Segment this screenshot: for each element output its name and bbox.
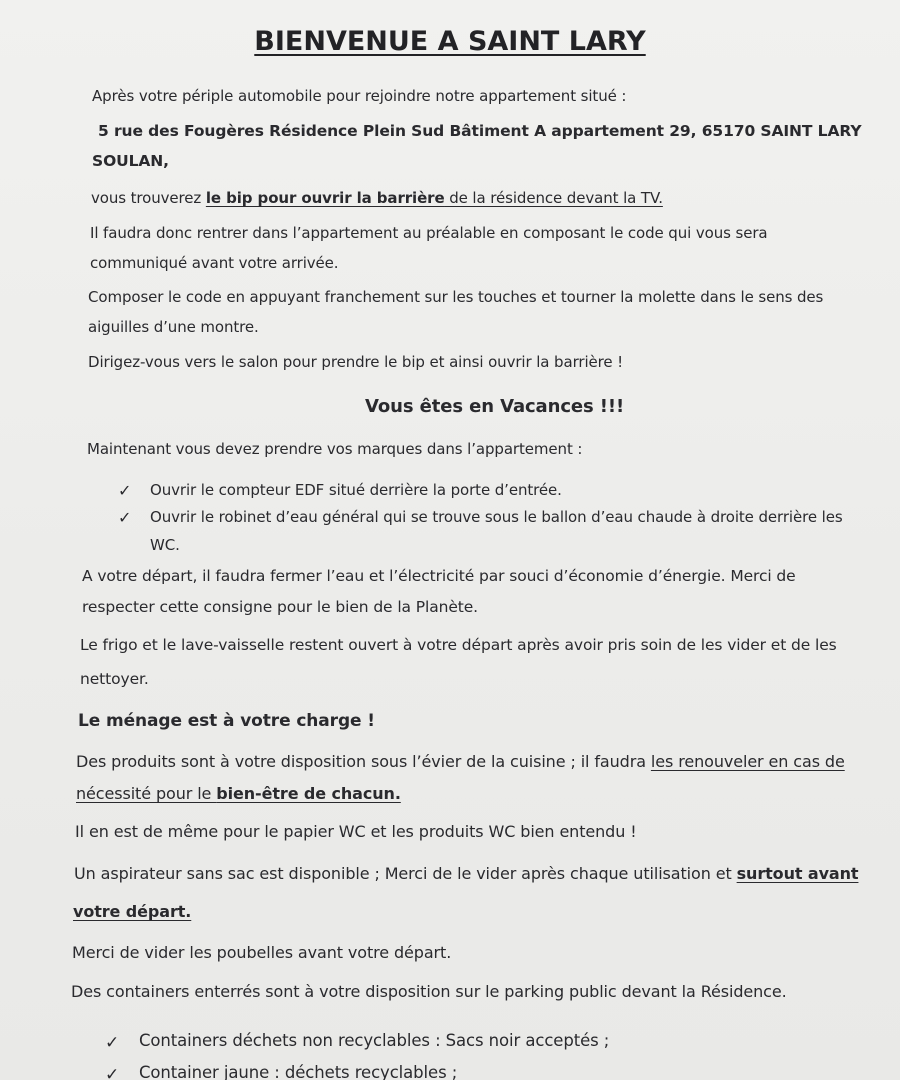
checklist-item-1: Ouvrir le compteur EDF situé derrière la porte d’entrée. [150,481,562,499]
container-item-1: Containers déchets non recyclables : Sacs noir acceptés ; [139,1031,610,1050]
papier-text: Il en est de même pour le papier WC et les produits WC bien entendu ! [75,822,637,841]
produits-line-2 [76,784,401,803]
produits-line-1 [76,752,845,771]
bip-paragraph [91,189,663,207]
aspirateur-line-1 [74,864,858,883]
depart-paragraph-line-2: respecter cette consigne pour le bien de la Planète. [82,598,478,616]
code-paragraph-line-2: communiqué avant votre arrivée. [90,254,339,272]
salon-text: Dirigez-vous vers le salon pour prendre le bip et ainsi ouvrir la barrière ! [88,353,624,371]
check-icon: ✓ [105,1033,120,1053]
bip-highlight: le bip pour ouvrir la barrière [205,189,445,207]
check-icon: ✓ [118,508,132,527]
aspirateur-line-2: votre départ. [73,902,192,921]
vacances-heading: Vous êtes en Vacances !!! [365,396,625,417]
aspirateur-bold: surtout avant [736,864,859,883]
container-item-2: Container jaune : déchets recyclables ; [139,1063,458,1080]
produits-underlined: les renouveler en cas de [650,752,845,771]
aspirateur-plain: Un aspirateur sans sac est disponible ; Merci de le vider après chaque utilisation et [74,864,737,883]
compose-paragraph-line-1: Composer le code en appuyant franchement sur les touches et tourner la molette dans le sens des [88,288,824,306]
bip-prefix: vous trouverez [91,189,206,207]
containers-text: Des containers enterrés sont à votre disposition sur le parking public devant la Résidence. [71,982,787,1001]
produits-underlined-2: nécessité pour le [76,784,217,803]
menage-heading: Le ménage est à votre charge ! [78,711,375,731]
compose-paragraph-line-2: aiguilles d’une montre. [88,318,259,336]
poubelles-text: Merci de vider les poubelles avant votre départ. [72,943,452,962]
frigo-paragraph-line-1: Le frigo et le lave-vaisselle restent ouvert à votre départ après avoir pris soin de les vider et de les [80,636,837,654]
frigo-paragraph-line-2: nettoyer. [80,670,149,688]
address-line-1: 5 rue des Fougères Résidence Plein Sud Bâtiment A appartement 29, 65170 SAINT LARY [98,122,862,140]
checklist-item-2-line-2: WC. [150,536,180,554]
bip-tail: de la résidence devant la TV. [444,189,663,207]
page-title: BIENVENUE A SAINT LARY [254,26,646,57]
check-icon: ✓ [105,1065,120,1080]
depart-paragraph-line-1: A votre départ, il faudra fermer l’eau et l’électricité par souci d’économie d’énergie. Merci de [82,567,796,585]
address-line-2: SOULAN, [92,152,169,170]
produits-bold: bien-être de chacun. [216,784,401,803]
intro-text: Après votre périple automobile pour rejoindre notre appartement situé : [92,87,627,105]
marques-text: Maintenant vous devez prendre vos marques dans l’appartement : [87,440,583,458]
check-icon: ✓ [118,481,132,500]
produits-plain: Des produits sont à votre disposition sous l’évier de la cuisine ; il faudra [76,752,651,771]
checklist-item-2-line-1: Ouvrir le robinet d’eau général qui se trouve sous le ballon d’eau chaude à droite derrière les [150,508,843,526]
code-paragraph-line-1: Il faudra donc rentrer dans l’appartement au préalable en composant le code qui vous sera [90,224,768,242]
